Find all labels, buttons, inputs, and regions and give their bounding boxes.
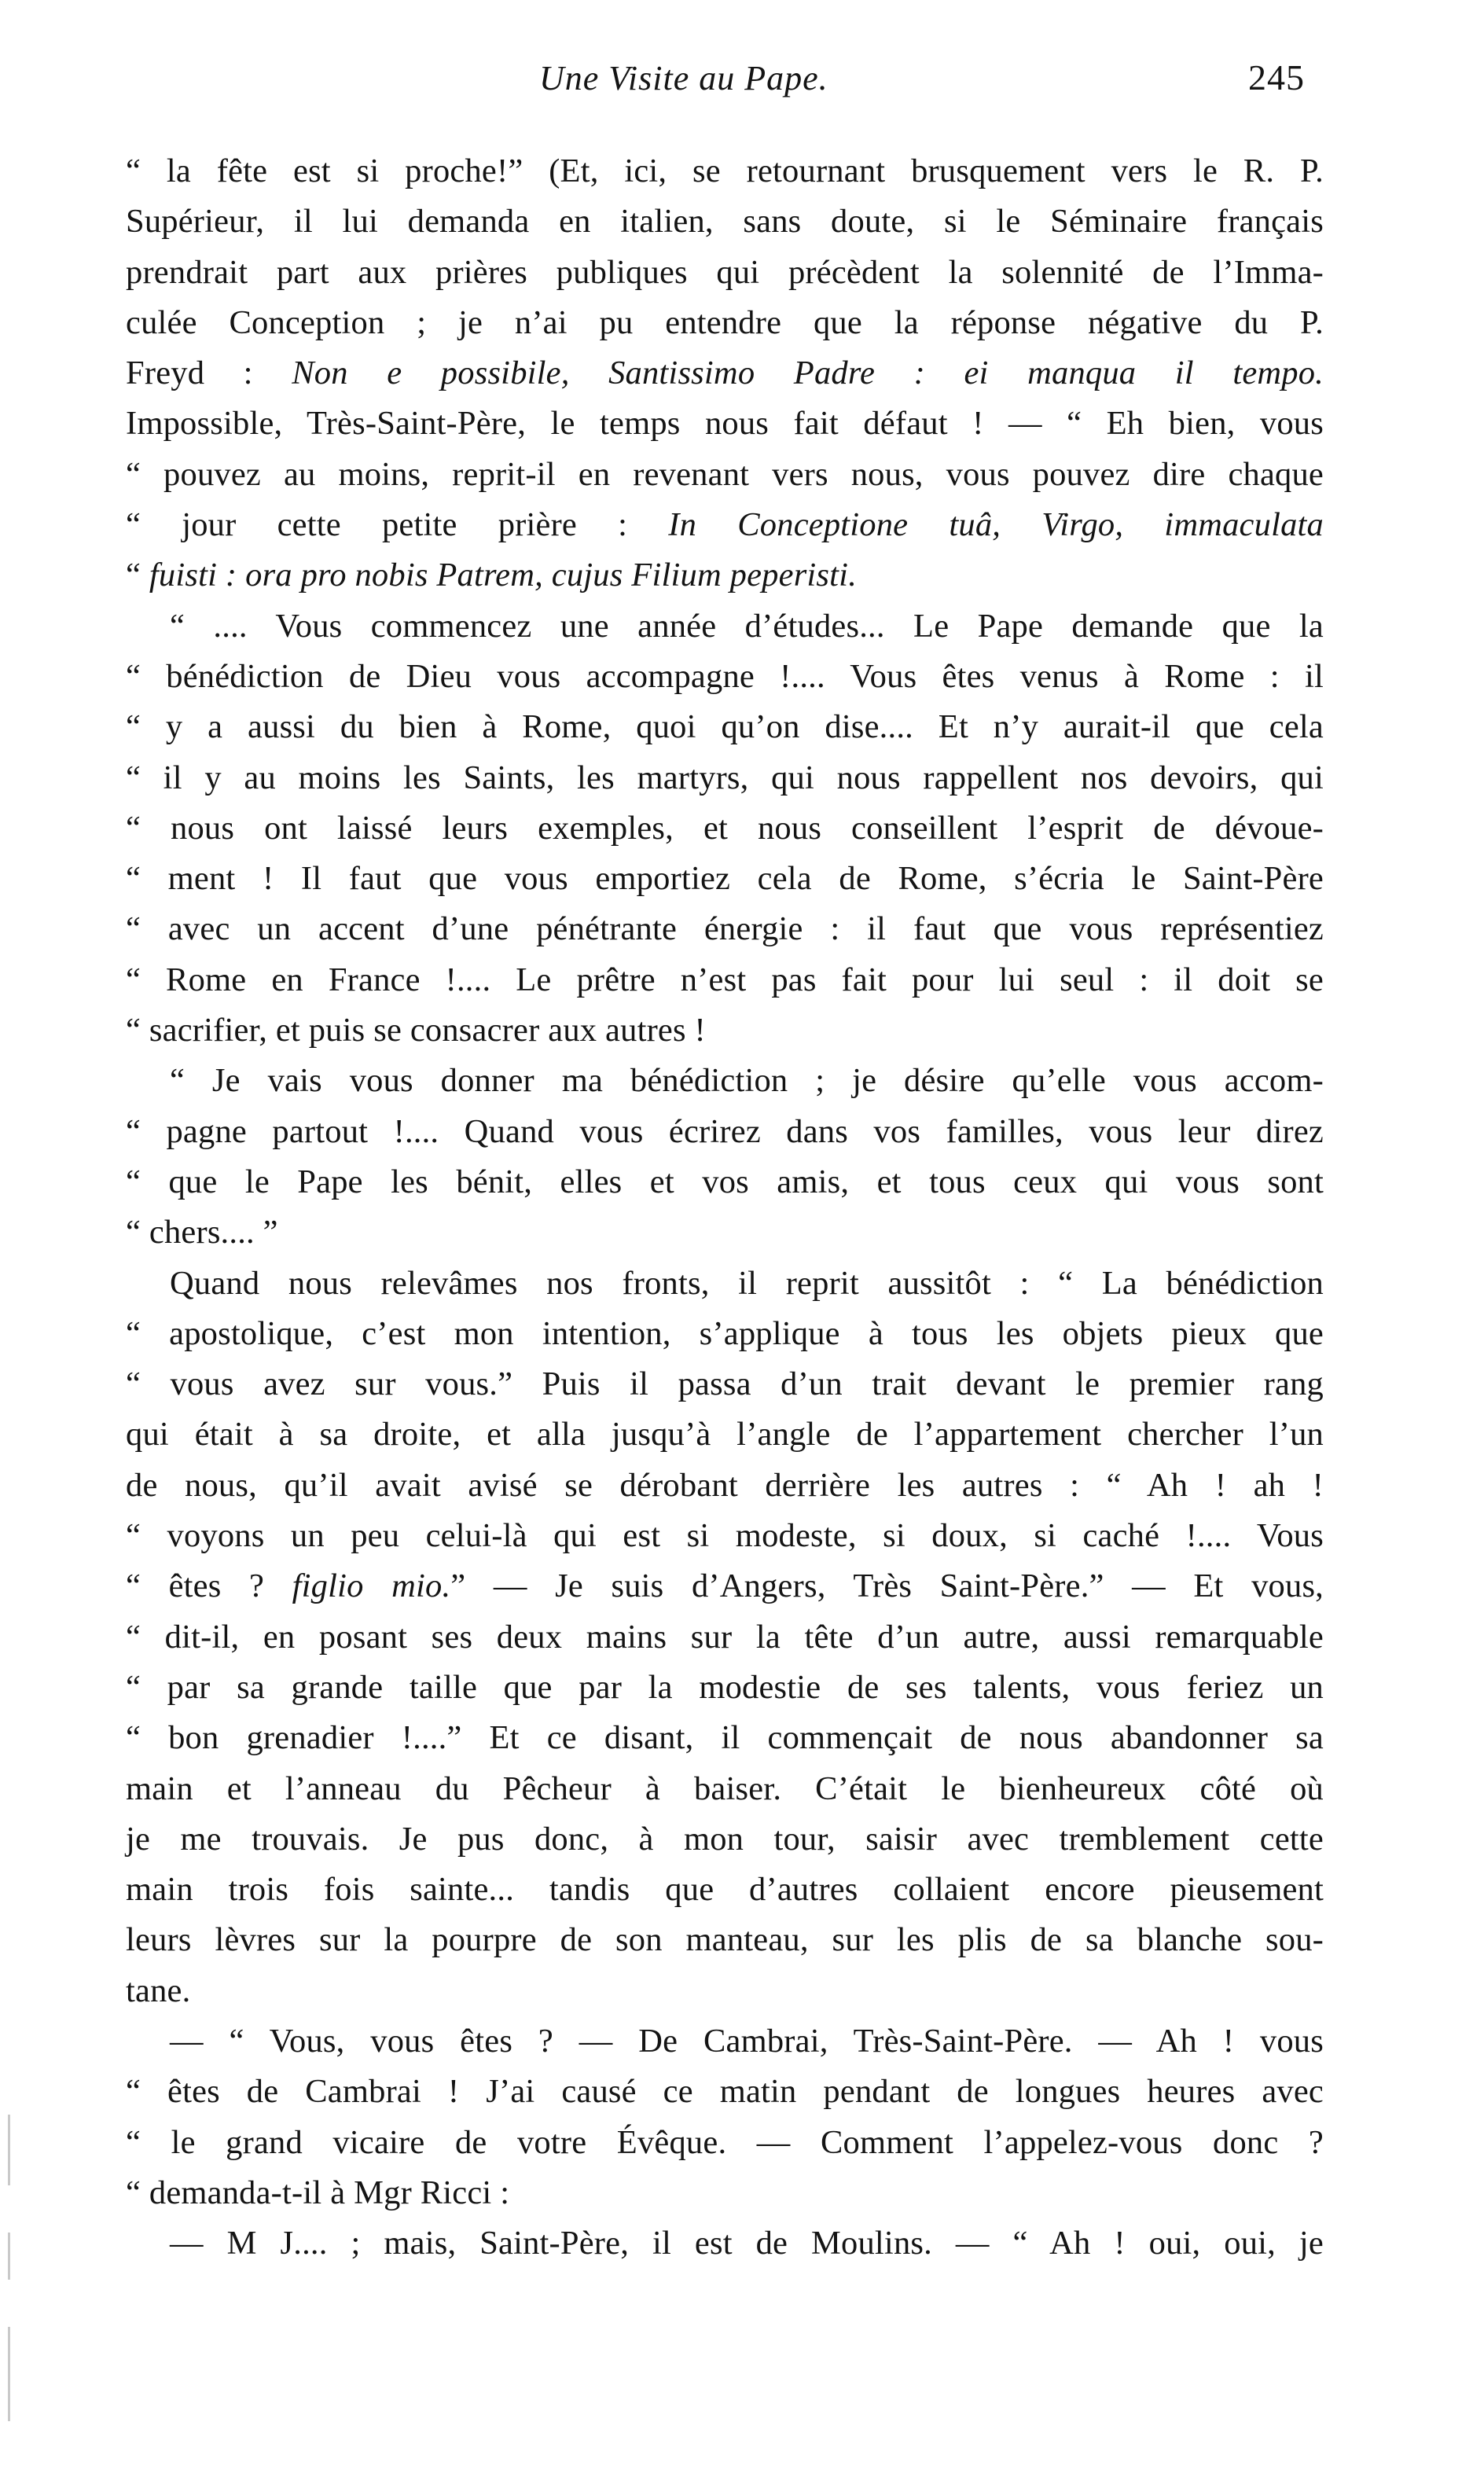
text-segment: “ le grand vicaire de votre Évêque. — Comment l’appelez-vous donc ?	[126, 2123, 1324, 2161]
text-line	[126, 702, 1324, 752]
text-segment: “ nous ont laissé leurs exemples, et nous conseillent l’esprit de dévoue-	[126, 809, 1324, 847]
text-segment: “ vous avez sur vous.” Puis il passa d’un trait devant le premier rang	[126, 1365, 1324, 1403]
italic-segment: Non e possibile, Santissimo Padre : ei manqua il tempo.	[292, 355, 1324, 392]
text-line	[126, 1359, 1324, 1409]
text-line	[126, 753, 1324, 803]
text-segment: “ êtes de Cambrai ! J’ai causé ce matin pendant de longues heures avec	[126, 2073, 1324, 2111]
text-segment: “ êtes ?	[126, 1567, 292, 1605]
text-line	[126, 1207, 1324, 1258]
text-segment: “ .... Vous commencez une année d’études... Le Pape demande que la	[170, 607, 1324, 645]
running-title: Une Visite au Pape.	[539, 59, 828, 97]
text-line	[126, 1056, 1324, 1106]
text-line	[126, 248, 1324, 298]
text-segment: “ bon grenadier !....” Et ce disant, il commençait de nous abandonner sa	[126, 1719, 1324, 1757]
body-text	[126, 146, 1324, 2269]
text-line	[126, 1915, 1324, 1965]
text-segment: Supérieur, il lui demanda en italien, sans doute, si le Séminaire français	[126, 203, 1324, 241]
text-line	[126, 1409, 1324, 1460]
text-segment: “ Je vais vous donner ma bénédiction ; je désire qu’elle vous accom-	[170, 1062, 1324, 1100]
text-segment: “ avec un accent d’une pénétrante énergie : il faut que vous représentiez	[126, 910, 1324, 948]
italic-segment: In Conceptione tuâ, Virgo, immaculata	[668, 506, 1324, 544]
text-segment: “ sacrifier, et puis se consacrer aux autres !	[126, 1012, 706, 1049]
text-segment: “ apostolique, c’est mon intention, s’applique à tous les objets pieux que	[126, 1314, 1324, 1352]
italic-segment: fuisti : ora pro nobis Patrem, cujus Filium peperisti.	[149, 557, 858, 594]
margin-fleck	[8, 2233, 10, 2280]
text-segment: leurs lèvres sur la pourpre de son manteau, sur les plis de sa blanche sou-	[126, 1921, 1324, 1959]
text-segment: main et l’anneau du Pêcheur à baiser. C’était le bienheureux côté où	[126, 1770, 1324, 1807]
text-line	[126, 652, 1324, 702]
text-line	[126, 904, 1324, 954]
text-segment: main trois fois sainte... tandis que d’autres collaient encore pieusement	[126, 1871, 1324, 1909]
text-line	[126, 1966, 1324, 2016]
text-segment: — “ Vous, vous êtes ? — De Cambrai, Très-Saint-Père. — Ah ! vous	[170, 2022, 1324, 2060]
text-line	[126, 1157, 1324, 1207]
text-segment: — M J.... ; mais, Saint-Père, il est de Moulins. — “ Ah ! oui, oui, je	[170, 2225, 1324, 2262]
text-line	[126, 399, 1324, 449]
text-segment: Quand nous relevâmes nos fronts, il reprit aussitôt : “ La bénédiction	[170, 1264, 1324, 1302]
text-line	[126, 2016, 1324, 2067]
text-line	[126, 550, 1324, 601]
text-line	[126, 1663, 1324, 1713]
text-line	[126, 298, 1324, 348]
text-segment: “ bénédiction de Dieu vous accompagne !.... Vous êtes venus à Rome : il	[126, 657, 1324, 695]
text-segment: culée Conception ; je n’ai pu entendre que la réponse négative du P.	[126, 303, 1324, 341]
text-line	[126, 197, 1324, 247]
text-segment: “ il y au moins les Saints, les martyrs, qui nous rappellent nos devoirs, qui	[126, 759, 1324, 796]
text-line	[126, 2168, 1324, 2218]
text-segment: “ pouvez au moins, reprit-il en revenant vers nous, vous pouvez dire chaque	[126, 455, 1324, 493]
text-line	[126, 1461, 1324, 1511]
text-line	[126, 854, 1324, 904]
text-segment: “ que le Pape les bénit, elles et vos amis, et tous ceux qui vous sont	[126, 1163, 1324, 1200]
text-segment: qui était à sa droite, et alla jusqu’à l’angle de l’appartement chercher l’un	[126, 1416, 1324, 1453]
text-line	[126, 1107, 1324, 1157]
text-line	[126, 1865, 1324, 1915]
italic-segment: figlio mio.	[292, 1567, 451, 1605]
text-line	[126, 1713, 1324, 1763]
text-line	[126, 1309, 1324, 1359]
text-line	[126, 601, 1324, 652]
margin-fleck	[8, 2327, 10, 2421]
text-line	[126, 955, 1324, 1005]
text-segment: “ voyons un peu celui-là qui est si modeste, si doux, si caché !.... Vous	[126, 1517, 1324, 1555]
text-line	[126, 1005, 1324, 1056]
text-segment: Freyd :	[126, 355, 292, 392]
text-segment: Impossible, Très-Saint-Père, le temps nous fait défaut ! — “ Eh bien, vous	[126, 405, 1324, 443]
text-segment: “ y a aussi du bien à Rome, quoi qu’on dise.... Et n’y aurait-il que cela	[126, 708, 1324, 746]
text-segment: “ demanda-t-il à Mgr Ricci :	[126, 2174, 510, 2211]
text-segment: “ Rome en France !.... Le prêtre n’est pas fait pour lui seul : il doit se	[126, 961, 1324, 998]
text-line	[126, 1561, 1324, 1612]
text-segment: de nous, qu’il avait avisé se dérobant derrière les autres : “ Ah ! ah !	[126, 1466, 1324, 1504]
text-segment: ” — Je suis d’Angers, Très Saint-Père.” — Et vous,	[450, 1567, 1324, 1605]
text-segment: “ dit-il, en posant ses deux mains sur la tête d’un autre, aussi remarquable	[126, 1618, 1324, 1656]
text-segment: “ par sa grande taille que par la modestie de ses talents, vous feriez un	[126, 1668, 1324, 1706]
page-number: 245	[1248, 57, 1305, 97]
text-segment: “ pagne partout !.... Quand vous écrirez dans vos familles, vous leur direz	[126, 1112, 1324, 1150]
text-line	[126, 2118, 1324, 2168]
text-segment: “ chers.... ”	[126, 1214, 278, 1251]
text-segment: je me trouvais. Je pus donc, à mon tour, saisir avec tremblement cette	[126, 1820, 1324, 1858]
text-line	[126, 1511, 1324, 1561]
text-line	[126, 803, 1324, 854]
text-segment: “ jour cette petite prière :	[126, 506, 669, 544]
text-segment: “ ment ! Il faut que vous emportiez cela de Rome, s’écria le Saint-Père	[126, 860, 1324, 898]
text-line	[126, 450, 1324, 500]
text-line	[126, 1764, 1324, 1814]
text-line	[126, 500, 1324, 550]
text-line	[126, 2067, 1324, 2117]
text-segment: “ la fête est si proche!” (Et, ici, se retournant brusquement vers le R. P.	[126, 153, 1324, 189]
text-segment: tane.	[126, 1972, 191, 2009]
text-segment: prendrait part aux prières publiques qui précèdent la solennité de l’Imma-	[126, 253, 1324, 291]
text-line	[126, 1612, 1324, 1663]
text-line	[126, 1259, 1324, 1309]
text-line	[126, 1814, 1324, 1865]
text-line	[126, 146, 1324, 197]
text-line	[126, 2218, 1324, 2269]
text-line	[126, 348, 1324, 399]
text-segment: “	[126, 557, 149, 594]
margin-fleck	[8, 2115, 10, 2185]
